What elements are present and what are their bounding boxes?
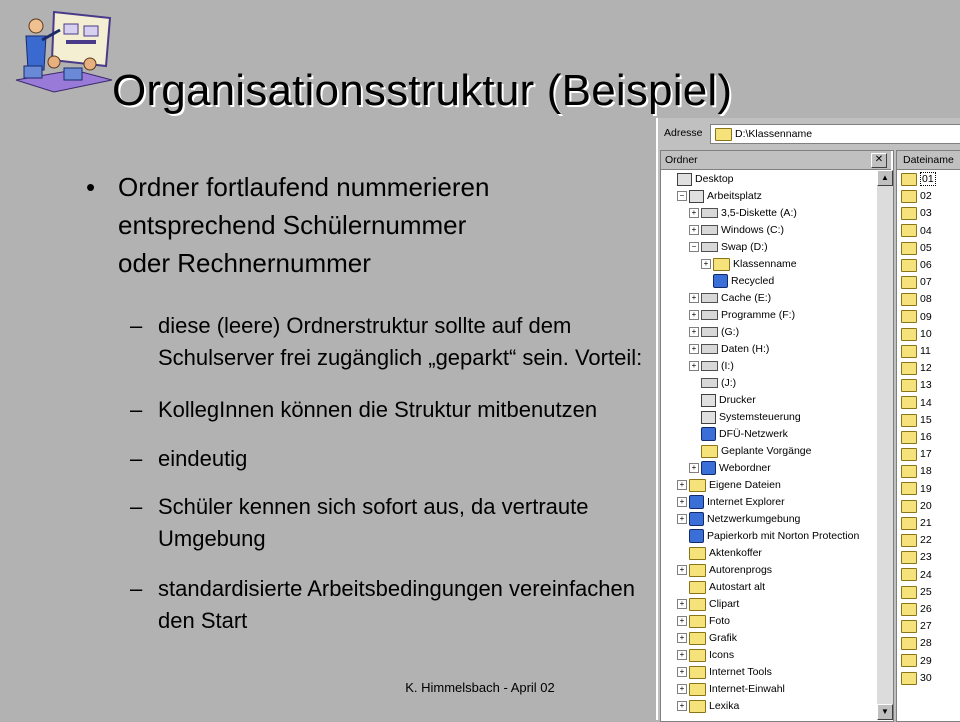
- file-list-item-label: 07: [920, 276, 932, 289]
- dash-icon: –: [130, 576, 143, 601]
- expand-toggle-icon[interactable]: +: [677, 633, 687, 643]
- tree-item-label: Daten (H:): [721, 343, 770, 355]
- expand-toggle-icon[interactable]: +: [701, 259, 711, 269]
- subpoint-line: KollegInnen können die Struktur mitbenutzen: [158, 397, 598, 422]
- file-list-item-label: 21: [920, 517, 932, 529]
- main-bullet-text: [118, 168, 678, 282]
- file-list-item-label: 13: [920, 379, 932, 392]
- tree-item-label: Autostart alt: [709, 581, 766, 593]
- file-list-item-label: 22: [920, 534, 932, 547]
- expand-toggle-icon[interactable]: +: [689, 463, 699, 473]
- file-list-item-label: 20: [920, 499, 932, 512]
- tree-item-label: Clipart: [709, 598, 740, 610]
- tree-item-label: Webordner: [719, 462, 771, 474]
- tree-item-label: (J:): [721, 377, 737, 389]
- file-list-item-label: 25: [920, 585, 932, 598]
- tree-item-label: Systemsteuerung: [719, 411, 801, 423]
- bullet-icon: •: [86, 172, 96, 202]
- scroll-down-icon[interactable]: ▼: [877, 704, 893, 720]
- dash-icon: –: [130, 494, 143, 519]
- file-list-item-label: 11: [920, 345, 931, 357]
- expand-toggle-icon[interactable]: +: [677, 667, 687, 677]
- tree-item-label: Swap (D:): [721, 241, 768, 253]
- slide-footer: K. Himmelsbach - April 02: [405, 680, 555, 695]
- expand-toggle-icon[interactable]: +: [677, 684, 687, 694]
- tree-item-label: Icons: [709, 649, 735, 661]
- subpoint-line: Schüler kennen sich sofort aus, da vertraute: [158, 494, 589, 519]
- expand-toggle-icon[interactable]: +: [677, 480, 687, 490]
- expand-toggle-icon[interactable]: +: [677, 497, 687, 507]
- folder-tree-title: Ordner: [665, 154, 698, 166]
- expand-toggle-icon[interactable]: +: [677, 514, 687, 524]
- tree-item-label: Arbeitsplatz: [707, 190, 762, 202]
- tree-item-label: DFÜ-Netzwerk: [719, 428, 788, 440]
- file-list-item-label: 19: [920, 482, 932, 495]
- file-list-item-label: 28: [920, 637, 932, 650]
- subpoint-line: Umgebung: [158, 526, 266, 551]
- tree-item-label: (G:): [721, 326, 740, 338]
- subpoint-line: standardisierte Arbeitsbedingungen vereinfachen: [158, 576, 635, 601]
- file-list-item-label: 16: [920, 431, 932, 443]
- dash-icon: –: [130, 397, 143, 422]
- expand-toggle-icon[interactable]: +: [677, 701, 687, 711]
- slide-title: Organisationsstruktur (Beispiel): [112, 66, 733, 115]
- expand-toggle-icon[interactable]: −: [689, 242, 699, 252]
- file-list-item-label: 26: [920, 603, 932, 615]
- file-list-item-label: 10: [920, 327, 932, 340]
- tree-item-label: Foto: [709, 615, 731, 627]
- tree-item-label: Drucker: [719, 394, 756, 406]
- file-list-item-label: 04: [920, 224, 932, 237]
- tree-item-label: Eigene Dateien: [709, 479, 781, 491]
- expand-toggle-icon[interactable]: +: [689, 361, 699, 371]
- expand-toggle-icon[interactable]: +: [689, 310, 699, 320]
- address-label: Adresse: [664, 127, 703, 139]
- file-list-item-label: 27: [920, 620, 932, 633]
- tree-item-label: Windows (C:): [721, 224, 785, 236]
- tree-item-label: Geplante Vorgänge: [721, 445, 812, 457]
- subpoint-line: Schulserver frei zugänglich „geparkt“ sein. Vorteil:: [158, 345, 643, 370]
- tree-item-label: Recycled: [731, 275, 775, 287]
- expand-toggle-icon[interactable]: +: [689, 225, 699, 235]
- tree-item-label: Cache (E:): [721, 292, 772, 304]
- tree-item-label: Netzwerkumgebung: [707, 513, 801, 525]
- file-list-item-label: 03: [920, 207, 932, 220]
- expand-toggle-icon[interactable]: −: [677, 191, 687, 201]
- tree-item-label: Klassenname: [733, 258, 797, 270]
- main-bullet-line: Ordner fortlaufend nummerieren: [118, 172, 490, 202]
- file-list-item-label: 17: [920, 448, 932, 461]
- expand-toggle-icon[interactable]: +: [677, 616, 687, 626]
- subpoint-line: den Start: [158, 608, 248, 633]
- file-list-item-label: 05: [920, 241, 932, 254]
- expand-toggle-icon[interactable]: +: [689, 327, 699, 337]
- expand-toggle-icon[interactable]: +: [677, 650, 687, 660]
- close-icon[interactable]: ✕: [871, 153, 887, 168]
- file-list-item-label: 01: [922, 173, 934, 185]
- tree-item-label: Internet Explorer: [707, 496, 785, 508]
- file-list-item-label: 14: [920, 396, 932, 409]
- tree-item-label: Internet-Einwahl: [709, 683, 785, 695]
- tree-item-label: Grafik: [709, 632, 738, 644]
- tree-item-label: Desktop: [695, 173, 734, 185]
- address-value: D:\Klassenname: [735, 128, 813, 140]
- file-list-item-label: 23: [920, 551, 932, 564]
- main-bullet-line: entsprechend Schülernummer: [118, 210, 467, 240]
- expand-toggle-icon[interactable]: +: [689, 293, 699, 303]
- tree-item-label: Programme (F:): [721, 309, 796, 321]
- tree-item-label: Aktenkoffer: [709, 547, 762, 559]
- tree-item-label: Lexika: [709, 700, 740, 712]
- tree-item-label: 3,5-Diskette (A:): [721, 207, 797, 219]
- dash-icon: –: [130, 446, 143, 471]
- file-list-item-label: 09: [920, 310, 932, 323]
- main-bullet-line: oder Rechnernummer: [118, 248, 371, 278]
- file-list-item-label: 06: [920, 259, 932, 271]
- subpoint-line: diese (leere) Ordnerstruktur sollte auf dem: [158, 313, 572, 338]
- dash-icon: –: [130, 313, 143, 338]
- expand-toggle-icon[interactable]: +: [689, 208, 699, 218]
- scroll-up-icon[interactable]: ▲: [877, 170, 893, 186]
- file-list-item-label: 08: [920, 293, 932, 306]
- subpoint-line: eindeutig: [158, 446, 248, 471]
- file-list-item-label: 24: [920, 568, 932, 581]
- expand-toggle-icon[interactable]: +: [677, 599, 687, 609]
- file-list-item-label: 29: [920, 654, 932, 667]
- tree-item-label: Autorenprogs: [709, 564, 773, 576]
- expand-toggle-icon[interactable]: +: [689, 344, 699, 354]
- tree-item-label: Internet Tools: [709, 666, 772, 678]
- file-list-item-label: 12: [920, 362, 932, 375]
- file-list-item-label: 15: [920, 413, 932, 426]
- file-list-item-label: 30: [920, 671, 932, 684]
- file-list-item-label: 18: [920, 465, 932, 478]
- file-list-item-label: 02: [920, 190, 932, 203]
- tree-item-label: (I:): [721, 360, 734, 372]
- tree-item-label: Papierkorb mit Norton Protection: [707, 530, 860, 542]
- expand-toggle-icon[interactable]: +: [677, 565, 687, 575]
- column-header-filename: Dateiname: [903, 154, 954, 166]
